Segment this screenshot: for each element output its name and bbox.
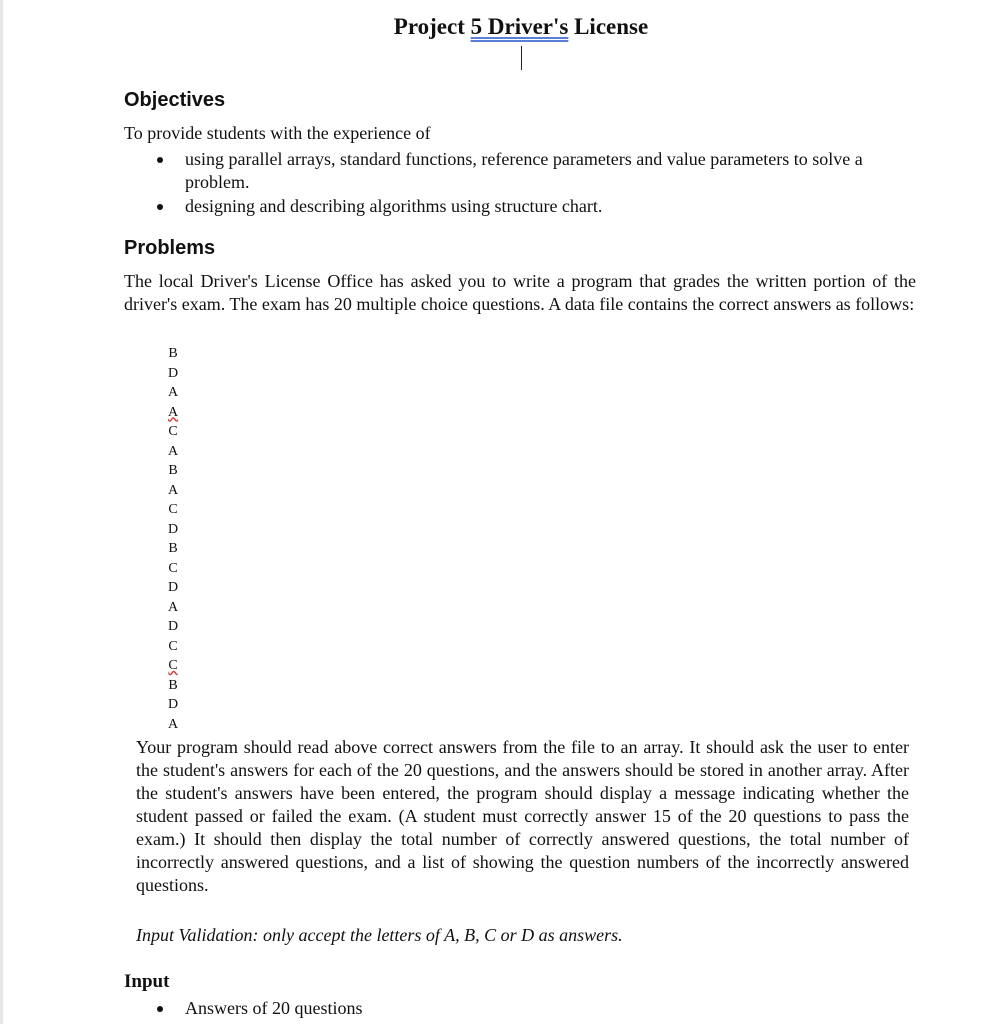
bullet-icon — [157, 1006, 163, 1012]
bullet-icon — [157, 204, 163, 210]
answer-key-item: D — [167, 697, 179, 712]
objectives-heading: Objectives — [124, 89, 226, 111]
problems-intro: The local Driver's License Office has asked you to write a program that grades the written portion of the driver's exam. The exam has 20 multiple choice questions. A data file contains the correct answers as follows: — [124, 271, 916, 314]
objectives-item: designing and describing algorithms using structure chart. — [124, 195, 924, 218]
answer-key-item: A — [167, 404, 179, 420]
answer-key-item: C — [168, 560, 178, 576]
answer-key-item: B — [168, 677, 178, 693]
answer-key-item: C — [168, 502, 178, 517]
answer-key-item: B — [168, 346, 178, 361]
answer-key-item: D — [167, 580, 179, 595]
input-list — [124, 997, 924, 1021]
answer-key-item: B — [168, 463, 178, 478]
problems-heading: Problems — [124, 237, 216, 259]
problem-description: Your program should read above correct answers from the file to an array. It should ask the user to enter the student's answers for each of the 20 questions, and the answers should be stored in another array. After the student's answers have been entered, the program should display a message indicating whether the student passed or failed the exam. (A student must correctly answer 15 of the 20 questions to pass the exam.) It should then display the total number of correctly answered questions, the total number of incorrectly answered questions, and a list of showing the question numbers of the incorrectly answered questions. — [136, 737, 909, 895]
answer-key-item: D — [167, 365, 179, 381]
input-heading: Input — [124, 971, 170, 992]
answer-key-item: C — [168, 424, 178, 439]
answer-key-list — [163, 344, 183, 734]
objectives-list — [124, 148, 924, 219]
answer-key-item: A — [167, 443, 179, 459]
objectives-intro: To provide students with the experience of — [124, 123, 431, 143]
title-underlined: 5 Driver's — [470, 14, 569, 39]
answer-key-item: A — [167, 716, 179, 732]
answer-key-item: A — [167, 599, 179, 615]
title-suffix: License — [568, 14, 649, 39]
text-cursor — [521, 46, 522, 70]
answer-key-item: B — [168, 541, 178, 556]
page-edge — [0, 0, 3, 1024]
answer-key-item: C — [168, 638, 178, 654]
answer-key-item: D — [167, 521, 179, 537]
answer-key-item: A — [167, 385, 179, 400]
input-item: Answers of 20 questions — [124, 997, 924, 1020]
title-prefix: Project — [393, 14, 471, 39]
input-validation-note: Input Validation: only accept the letters of A, B, C or D as answers. — [136, 925, 623, 945]
answer-key-item: A — [167, 482, 179, 498]
answer-key-item: C — [168, 658, 178, 673]
bullet-icon — [157, 157, 163, 163]
answer-key-item: D — [167, 619, 179, 634]
objectives-item: using parallel arrays, standard functions, reference parameters and value parameters to solve a problem. — [124, 148, 924, 194]
page-title — [0, 14, 986, 40]
